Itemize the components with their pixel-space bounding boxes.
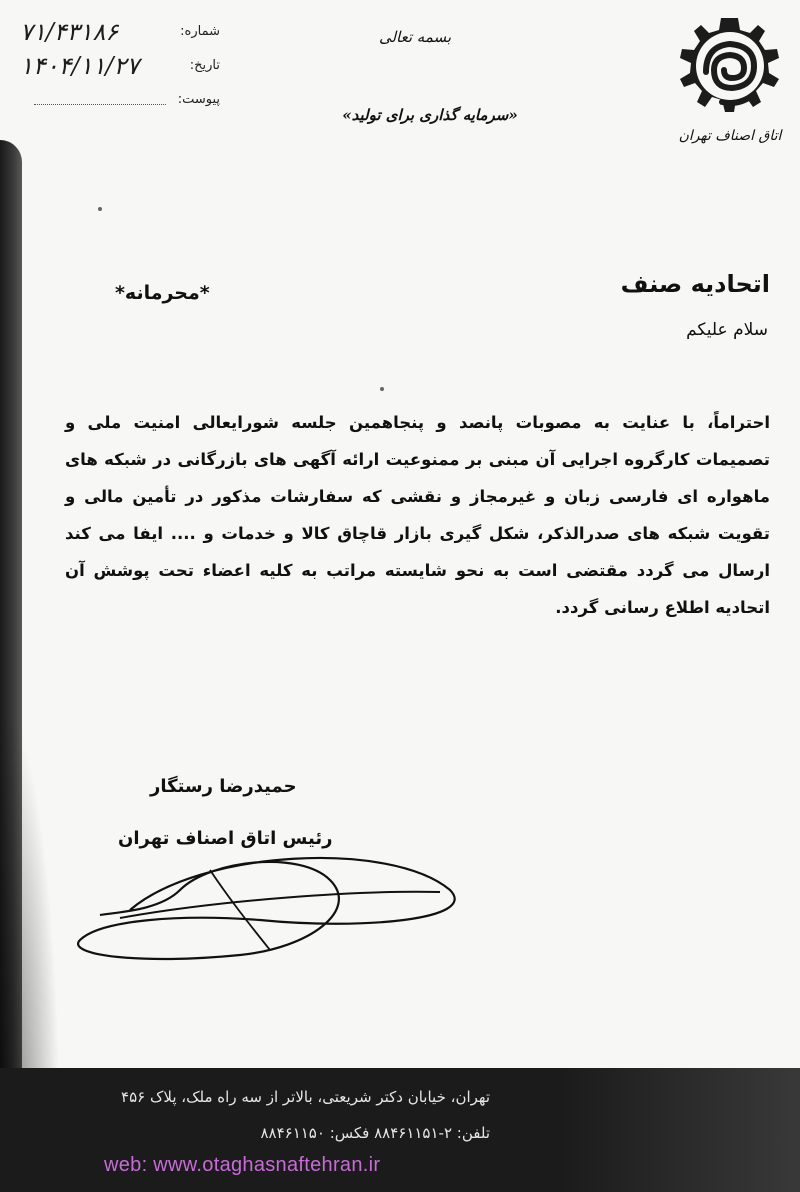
number-value: ۷۱/۴۳۱۸۶ (20, 18, 119, 46)
gear-emblem-icon (670, 10, 790, 130)
signer-title: رئیس اتاق اصناف تهران (118, 828, 333, 849)
date-label: تاریخ: (189, 58, 220, 73)
bismillah-heading: بسمه تعالی (378, 28, 452, 46)
scan-shadow (0, 700, 60, 1120)
attachment-label: پیوست: (177, 92, 220, 107)
classification-mark: *محرمانه* (115, 282, 210, 304)
footer-shade (560, 1068, 800, 1192)
signer-name: حمیدرضا رستگار (150, 776, 297, 797)
attachment-blank-line (34, 104, 166, 105)
date-value: ۱۴۰۴/۱۱/۲۷ (20, 52, 140, 80)
scan-speck (380, 387, 384, 391)
footer-address: تهران، خیابان دکتر شریعتی، بالاتر از سه راه ملک، پلاک ۴۵۶ (121, 1088, 490, 1106)
scan-speck (98, 207, 102, 211)
letter-metadata (20, 18, 220, 120)
date-row (20, 52, 220, 86)
greeting: سلام علیکم (686, 320, 768, 340)
handwritten-signature (60, 830, 480, 970)
footer-website: web: www.otaghasnaftehran.ir (104, 1154, 381, 1176)
footer-phone: تلفن: ۲-۸۸۴۶۱۱۵۱ فکس: ۸۸۴۶۱۱۵۰ (260, 1124, 490, 1142)
logo-caption: اتاق اصناف تهران (678, 128, 782, 144)
letter-body: احتراماً، با عنایت به مصوبات پانصد و پنجاهمین جلسه شورایعالی امنیت ملی و تصمیمات کارگروه اجرایی آن مبنی بر ممنوعیت ارائه آگهی های بازرگانی در شبکه های ماهواره ای فارسی زبان و غیرمجاز و نقشی که سفارشات مذکور در تأمین مالی و تقویت شبکه های صدرالذکر، شکل گیری بازار قاچاق کالا و خدمات و .... ایفا می کند ارسال می گردد مقتضی است به نحو شایسته مراتب به کلیه اعضاء تحت پوشش آن اتحادیه اطلاع رسانی گردد. (65, 413, 770, 617)
number-row (20, 18, 220, 52)
chamber-logo (670, 10, 790, 160)
slogan: «سرمایه گذاری برای تولید» (342, 106, 518, 124)
attachment-row (20, 86, 220, 120)
number-label: شماره: (180, 24, 220, 39)
addressee: اتحادیه صنف (620, 270, 770, 298)
